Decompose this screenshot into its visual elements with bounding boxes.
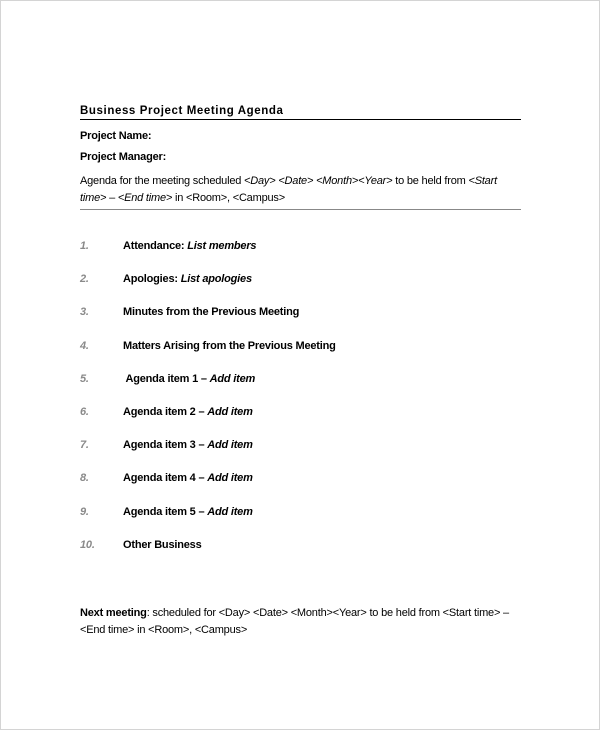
agenda-text: Other Business xyxy=(123,538,202,551)
agenda-number: 7. xyxy=(80,439,89,452)
next-meeting-label: Next meeting xyxy=(80,607,147,619)
agenda-number: 6. xyxy=(80,405,89,418)
project-manager-label: Project Manager: xyxy=(80,151,167,163)
agenda-item xyxy=(80,539,521,572)
agenda-item xyxy=(80,306,521,339)
agenda-item xyxy=(80,506,521,539)
agenda-number: 10. xyxy=(80,538,95,551)
agenda-text: Agenda item 2 – Add item xyxy=(123,405,253,418)
agenda-number: 4. xyxy=(80,339,89,352)
agenda-item xyxy=(80,340,521,373)
next-meeting xyxy=(80,605,525,639)
agenda-number: 3. xyxy=(80,306,89,319)
agenda-item xyxy=(80,406,521,439)
page-title: Business Project Meeting Agenda xyxy=(80,105,521,120)
agenda-number: 9. xyxy=(80,505,89,518)
agenda-text: Attendance: List members xyxy=(123,240,257,252)
agenda-text: Agenda item 4 – Add item xyxy=(123,472,253,485)
agenda-list xyxy=(80,240,521,572)
agenda-number: 8. xyxy=(80,472,89,485)
agenda-item xyxy=(80,273,521,306)
document-body xyxy=(80,105,521,572)
agenda-item xyxy=(80,439,521,472)
meeting-intro: Agenda for the meeting scheduled <Day> <Date> <Month><Year> to be held from <Start time> – <End time> in <Room>, <Campus> xyxy=(80,173,521,210)
agenda-text: Apologies: List apologies xyxy=(123,273,252,286)
agenda-text: Minutes from the Previous Meeting xyxy=(123,306,300,319)
agenda-number: 1. xyxy=(80,240,89,252)
agenda-number: 5. xyxy=(80,372,89,385)
next-meeting-text: : scheduled for <Day> <Date> <Month><Year> to be held from <Start time> – <End time> in <Room>, <Campus> xyxy=(80,607,509,636)
agenda-item xyxy=(80,472,521,505)
agenda-number: 2. xyxy=(80,273,89,286)
agenda-text: Matters Arising from the Previous Meeting xyxy=(123,339,336,352)
project-name-label: Project Name: xyxy=(80,130,152,142)
agenda-item xyxy=(80,240,521,273)
agenda-text: Agenda item 5 – Add item xyxy=(123,505,253,518)
agenda-item xyxy=(80,373,521,406)
agenda-text: Agenda item 3 – Add item xyxy=(123,439,253,452)
agenda-text: Agenda item 1 – Add item xyxy=(123,372,256,385)
